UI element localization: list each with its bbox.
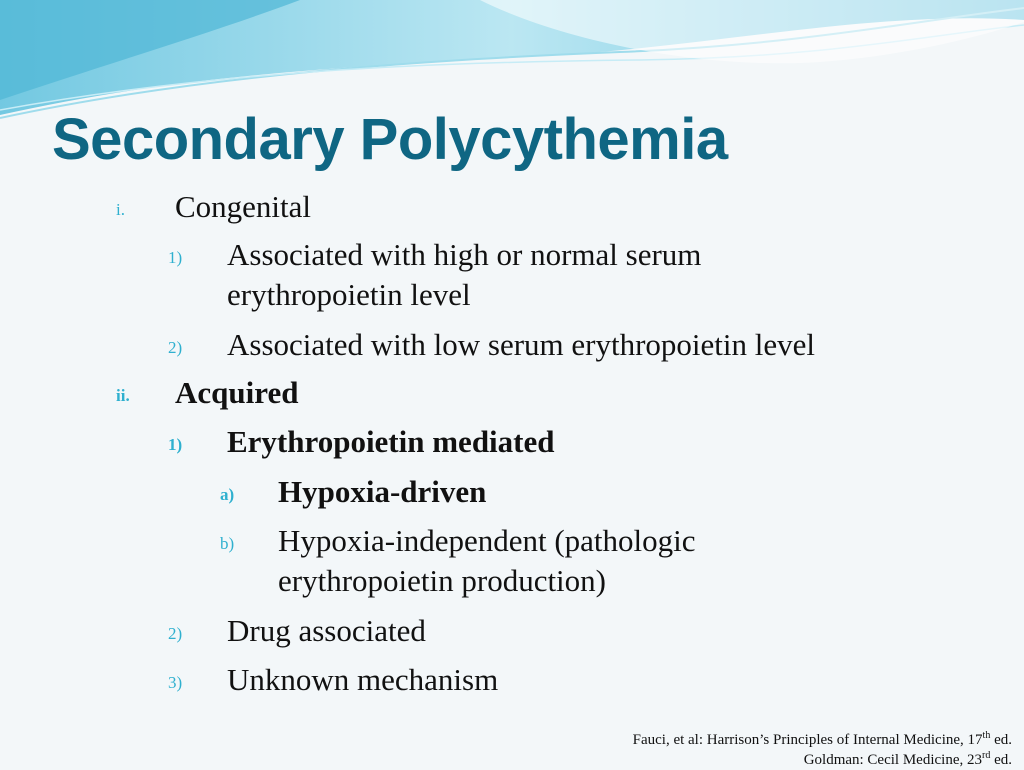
citation-block	[633, 730, 1012, 770]
citation-cecil: Goldman: Cecil Medicine, 23rd ed.	[803, 750, 1012, 768]
outline-item-text: Associated with low serum erythropoietin level	[227, 327, 816, 362]
citation-harrison: Fauci, et al: Harrison’s Principles of Internal Medicine, 17th ed.	[632, 730, 1012, 748]
outline-item-text: Unknown mechanism	[227, 662, 499, 697]
list-marker: ii.	[116, 386, 130, 405]
outline-item-text-continued: erythropoietin level	[227, 277, 471, 312]
list-marker: 2)	[168, 624, 183, 643]
list-marker: 1)	[168, 248, 183, 267]
outline-item-text: Hypoxia-independent (pathologic	[278, 523, 696, 558]
list-marker: i.	[116, 200, 125, 219]
list-marker: 1)	[168, 435, 183, 454]
list-marker: a)	[220, 485, 235, 504]
outline-item-text: Erythropoietin mediated	[227, 424, 555, 459]
outline-item-text: Drug associated	[227, 613, 426, 648]
outline-item-text: Associated with high or normal serum	[227, 237, 702, 272]
list-marker: 2)	[168, 338, 183, 357]
outline-item-text: Acquired	[175, 375, 299, 410]
list-marker: b)	[220, 534, 235, 553]
outline-item-text: Congenital	[175, 189, 312, 224]
outline-item-text: Hypoxia-driven	[278, 474, 487, 509]
slide-title: Secondary Polycythemia	[52, 107, 728, 172]
list-marker: 3)	[168, 673, 183, 692]
outline-item-text-continued: erythropoietin production)	[278, 563, 606, 598]
